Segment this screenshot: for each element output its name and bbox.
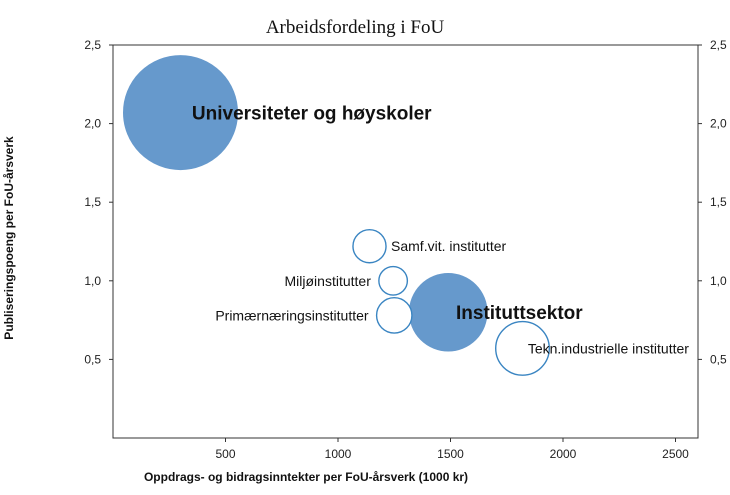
bubble-label: Instituttsektor: [456, 303, 583, 325]
y-tick-label-left: 0,5: [84, 352, 101, 367]
y-tick-label-right: 1,0: [710, 273, 727, 288]
x-axis-ticks: [215, 438, 689, 461]
bubble-label: Miljøinstitutter: [284, 272, 371, 289]
y-tick-label-left: 1,5: [84, 195, 101, 210]
y-tick-label-left: 2,0: [84, 116, 101, 131]
y-axis-right-ticks: [698, 38, 727, 366]
y-tick-label-right: 2,5: [710, 38, 727, 52]
y-tick-label-right: 2,0: [710, 116, 727, 131]
bubble-label: Samf.vit. institutter: [391, 238, 507, 255]
x-axis-label: Oppdrags- og bidragsinntekter per FoU-årsverk (1000 kr): [143, 470, 469, 484]
x-tick-label: 1500: [437, 447, 464, 461]
y-axis-label: Publiseringspoeng per FoU-årsverk: [2, 136, 16, 340]
y-axis-left-ticks: [84, 38, 113, 366]
x-tick-label: 1000: [324, 447, 352, 461]
bubble: [353, 230, 386, 263]
x-tick-label: 2000: [549, 447, 577, 461]
y-tick-label-right: 0,5: [710, 352, 727, 367]
bubble-label: Tekn.industrielle institutter: [527, 340, 689, 357]
x-tick-label: 500: [215, 447, 236, 461]
y-tick-label-right: 1,5: [710, 195, 727, 210]
bubble: [379, 267, 408, 296]
bubble: [377, 298, 412, 333]
y-tick-label-left: 2,5: [84, 38, 101, 52]
bubble-label: Primærnæringsinstitutter: [215, 307, 369, 324]
x-tick-label: 2500: [662, 447, 689, 461]
chart-title: Arbeidsfordeling i FoU: [265, 17, 445, 38]
y-tick-label-left: 1,0: [84, 273, 101, 288]
bubble-label: Universiteter og høyskoler: [191, 103, 432, 125]
